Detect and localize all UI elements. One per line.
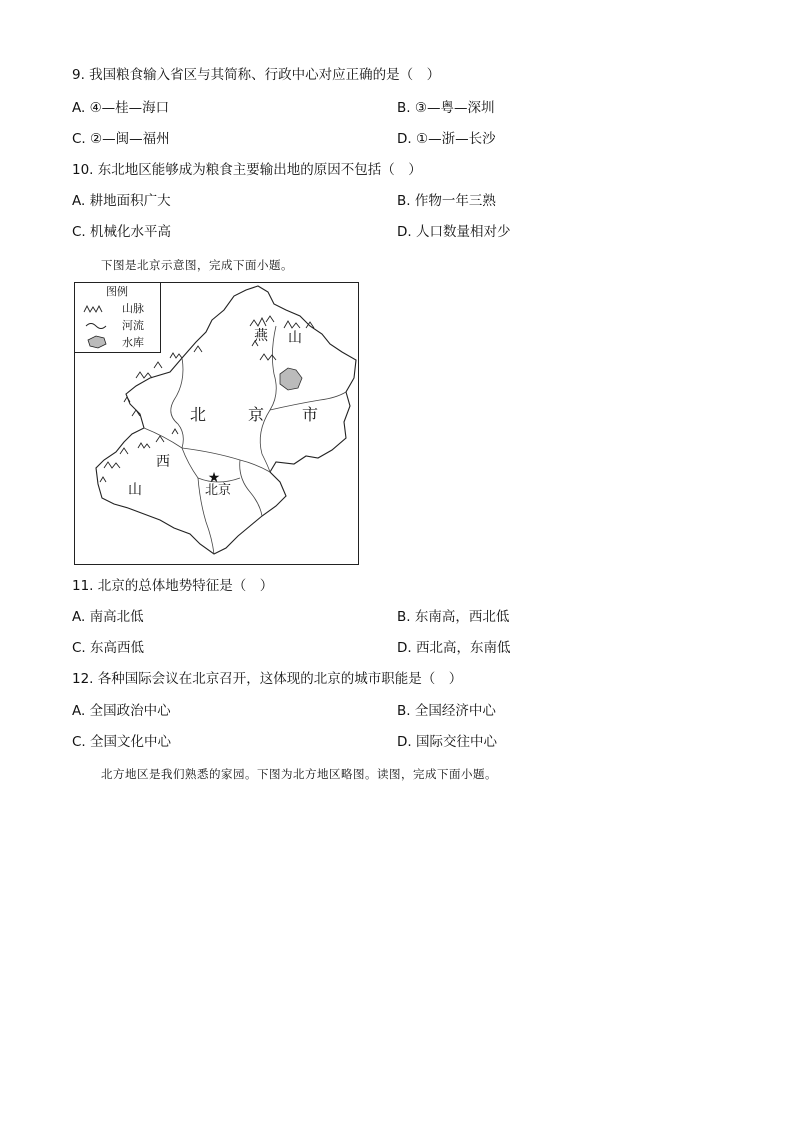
legend-title: 图例 — [106, 285, 128, 298]
question-9-option-c[interactable]: C. ②—闽—福州 — [72, 131, 170, 147]
map-label-xi: 西 — [156, 454, 170, 470]
map-label-shi: 市 — [302, 405, 319, 424]
question-10-option-d[interactable]: D. 人口数量相对少 — [397, 224, 511, 240]
question-11-stem: 11. 北京的总体地势特征是（ ） — [72, 578, 274, 594]
question-11-option-c[interactable]: C. 东高西低 — [72, 640, 145, 656]
question-9-option-d[interactable]: D. ①—浙—长沙 — [397, 131, 496, 147]
question-12-option-d[interactable]: D. 国际交往中心 — [397, 734, 497, 750]
question-10-option-c[interactable]: C. 机械化水平高 — [72, 224, 172, 240]
map-label-jing: 京 — [248, 405, 265, 424]
map-label-shan-west: 山 — [128, 482, 142, 498]
beijing-map-figure — [74, 282, 359, 565]
question-10-option-a[interactable]: A. 耕地面积广大 — [72, 193, 171, 209]
question-11-option-d[interactable]: D. 西北高，东南低 — [397, 640, 511, 656]
beijing-map-intro: 下图是北京示意图，完成下面小题。 — [101, 258, 293, 272]
map-label-shan-north: 山 — [288, 330, 302, 346]
question-9-option-a[interactable]: A. ④—桂—海口 — [72, 100, 170, 116]
question-12-option-b[interactable]: B. 全国经济中心 — [397, 703, 496, 719]
question-12-stem: 12. 各种国际会议在北京召开，这体现的北京的城市职能是（ ） — [72, 671, 463, 687]
question-9-stem: 9. 我国粮食输入省区与其简称、行政中心对应正确的是（ ） — [72, 67, 441, 83]
map-label-bei: 北 — [190, 405, 207, 424]
question-9-option-b[interactable]: B. ③—粤—深圳 — [397, 100, 495, 116]
map-label-yan: 燕 — [254, 328, 268, 344]
legend-mountain-label: 山脉 — [122, 302, 144, 315]
question-12-option-a[interactable]: A. 全国政治中心 — [72, 703, 171, 719]
north-region-intro: 北方地区是我们熟悉的家园。下图为北方地区略图。读图，完成下面小题。 — [101, 767, 497, 781]
question-12-option-c[interactable]: C. 全国文化中心 — [72, 734, 172, 750]
capital-label: 北京 — [204, 483, 232, 498]
question-11-option-a[interactable]: A. 南高北低 — [72, 609, 144, 625]
question-10-option-b[interactable]: B. 作物一年三熟 — [397, 193, 496, 209]
capital-star-icon: ★ — [207, 470, 221, 486]
question-10-stem: 10. 东北地区能够成为粮食主要输出地的原因不包括（ ） — [72, 162, 422, 178]
question-11-option-b[interactable]: B. 东南高，西北低 — [397, 609, 510, 625]
legend-river-label: 河流 — [122, 319, 144, 332]
legend-reservoir-label: 水库 — [122, 336, 144, 349]
map-legend — [75, 283, 161, 353]
